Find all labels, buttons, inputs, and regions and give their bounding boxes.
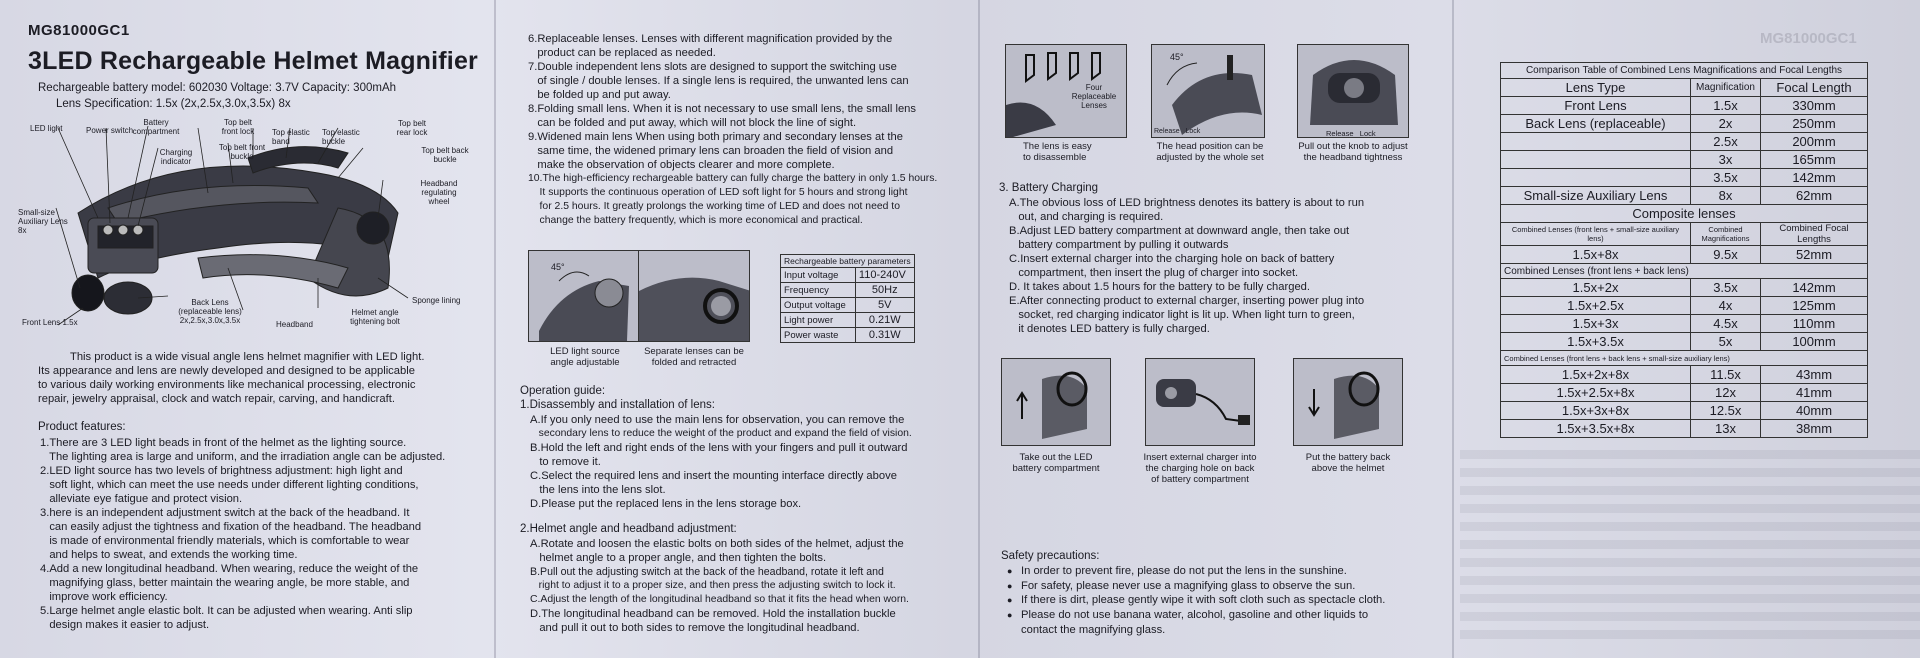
focal-length: 62mm — [1761, 187, 1868, 205]
table-row — [1501, 97, 1868, 115]
features-heading: Product features: — [38, 421, 126, 433]
feature-line: make the observation of objects clearer and more complete. — [528, 159, 835, 171]
group-heading: Combined Lenses (front lens + back lens + small-size auxiliary lens) — [1501, 351, 1868, 366]
table-row — [1501, 169, 1868, 187]
param-value: 50Hz — [855, 283, 914, 298]
magnification-comparison-table — [1500, 62, 1868, 438]
param-value: 0.31W — [855, 328, 914, 343]
lens-combination: 1.5x+3x+8x — [1501, 402, 1691, 420]
feature-line: is made of environmental friendly materials, which is comfortable to wear — [40, 535, 410, 547]
focal-length: 52mm — [1761, 246, 1868, 264]
magnification: 11.5x — [1691, 366, 1761, 384]
label-led-light: LED light — [30, 124, 63, 133]
table-row — [1501, 187, 1868, 205]
release-lock-label: Release Lock — [1326, 129, 1376, 138]
head-angle-illustration — [1152, 45, 1265, 138]
release-lock-label: Release Lock — [1154, 128, 1201, 135]
lens-type: Back Lens (replaceable) — [1501, 115, 1691, 133]
focal-length: 142mm — [1761, 169, 1868, 187]
magnification: 1.5x — [1691, 97, 1761, 115]
step-line: and pull it out to both sides to remove the longitudinal headband. — [530, 622, 860, 634]
fold-line — [494, 0, 496, 658]
charging-heading: 3. Battery Charging — [999, 182, 1099, 194]
column-header: Lens Type — [1501, 79, 1691, 97]
safety-continuation: contact the magnifying glass. — [1021, 624, 1166, 636]
step-line: helmet angle to a proper angle, and then tighten the bolts. — [530, 552, 827, 564]
param-value: 5V — [855, 298, 914, 313]
label-charging-indicator: Charging indicator — [159, 148, 193, 166]
panel-features-operation — [500, 0, 970, 658]
label-helmet-angle-bolt: Helmet angle tightening bolt — [350, 308, 400, 326]
feature-line: 10.The high-efficiency rechargeable battery can fully charge the battery in only 1.5 hours. — [528, 173, 938, 184]
list-item: ● If there is dirt, please gently wipe it with soft cloth such as spectacle cloth. — [1007, 593, 1443, 608]
feature-line: 7.Double independent lens slots are designed to support the switching use — [528, 61, 897, 73]
intro-line: Its appearance and lens are newly developed and designed to be applicable — [38, 365, 415, 377]
feature-line: be folded up and put away. — [528, 89, 671, 101]
table-row — [781, 268, 915, 283]
figure-folding-lens — [638, 250, 750, 342]
figure-caption: LED light source angle adjustable — [550, 346, 620, 368]
label-top-elastic-buckle: Top elastic buckle — [322, 128, 360, 146]
features-list — [40, 436, 490, 632]
table-row — [1501, 279, 1868, 297]
bleed-through-text — [1460, 450, 1920, 640]
figure-put-battery-back — [1293, 358, 1403, 446]
feature-line: can easily adjust the tightness and fixation of the headband. The headband — [40, 521, 422, 533]
operation-steps-2 — [530, 537, 970, 635]
operation-section-1: 1.Disassembly and installation of lens: — [520, 399, 715, 411]
figure-caption: The lens is easy to disassemble — [1023, 141, 1092, 163]
focal-length: 165mm — [1761, 151, 1868, 169]
lens-combination: 1.5x+3.5x — [1501, 333, 1691, 351]
focal-length: 250mm — [1761, 115, 1868, 133]
intro-line: to various daily working environments like mechanical processing, electronic — [38, 379, 416, 391]
feature-line: same time, the widened primary lens can broaden the field of vision and — [528, 145, 894, 157]
feature-line: 3.here is an independent adjustment switch at the back of the headband. It — [40, 507, 410, 519]
label-small-aux-lens: Small-size Auxiliary Lens 8x — [18, 208, 68, 235]
param-name: Frequency — [781, 283, 856, 298]
composite-heading: Composite lenses — [1501, 205, 1868, 223]
fold-line — [978, 0, 980, 658]
list-item: ● In order to prevent fire, please do not put the lens in the sunshine. — [1007, 564, 1443, 579]
battery-table-caption: Rechargeable battery parameters — [781, 255, 915, 268]
feature-line: The lighting area is large and uniform, and the irradiation angle can be adjusted. — [40, 451, 446, 463]
lenses-label: Four Replaceable Lenses — [1071, 83, 1117, 110]
focal-length: 40mm — [1761, 402, 1868, 420]
safety-heading: Safety precautions: — [1001, 550, 1100, 562]
feature-line: and helps to sweat, and extends the working time. — [40, 549, 298, 561]
figure-led-angle — [528, 250, 642, 342]
focal-length: 43mm — [1761, 366, 1868, 384]
lens-combination: 1.5x+8x — [1501, 246, 1691, 264]
magnification: 3x — [1691, 151, 1761, 169]
step-line: B.Hold the left and right ends of the lens with your fingers and pull it outward — [530, 442, 908, 454]
step-line: C.Insert external charger into the charging hole on back of battery — [1009, 253, 1335, 265]
focal-length: 142mm — [1761, 279, 1868, 297]
intro-line: repair, jewelry appraisal, clock and watch repair, carving, and handicraft. — [38, 393, 395, 405]
magnification: 12.5x — [1691, 402, 1761, 420]
table-subheader-row — [1501, 223, 1868, 246]
step-line: D.Please put the replaced lens in the lens storage box. — [530, 498, 802, 510]
figure-insert-charger — [1145, 358, 1255, 446]
step-line: compartment, then insert the plug of charger into socket. — [1009, 267, 1299, 279]
feature-line: 5.Large helmet angle elastic bolt. It can be adjusted when wearing. Anti slip — [40, 605, 413, 617]
lens-combination: 1.5x+2.5x — [1501, 297, 1691, 315]
magnification: 4.5x — [1691, 315, 1761, 333]
table-row — [781, 328, 915, 343]
focal-length: 41mm — [1761, 384, 1868, 402]
spec-lens: Lens Specification: 1.5x (2x,2.5x,3.0x,3.5x) 8x — [56, 98, 291, 110]
ghost-model-number: MG81000GC1 — [1760, 30, 1857, 47]
step-line: A.Rotate and loosen the elastic bolts on both sides of the helmet, adjust the — [530, 538, 904, 550]
magnification: 2x — [1691, 115, 1761, 133]
magnification: 9.5x — [1691, 246, 1761, 264]
feature-line: for 2.5 hours. It greatly prolongs the working time of LED and does not need to — [528, 201, 900, 212]
step-line: right to adjust it to a proper size, and then press the adjusting switch to lock it. — [530, 580, 896, 591]
step-line: B.Adjust LED battery compartment at downward angle, then take out — [1009, 225, 1350, 237]
focal-length: 100mm — [1761, 333, 1868, 351]
column-header: Combined Lenses (front lens + small-size auxiliary lens) — [1501, 223, 1691, 246]
fold-line — [1452, 0, 1454, 658]
feature-line: alleviate eye fatigue and protect vision. — [40, 493, 243, 505]
feature-line: product can be replaced as needed. — [528, 47, 716, 59]
column-header: Combined Focal Lengths — [1761, 223, 1868, 246]
lens-combination: 1.5x+2x — [1501, 279, 1691, 297]
step-line: D.The longitudinal headband can be removed. Hold the installation buckle — [530, 608, 896, 620]
focal-length: 110mm — [1761, 315, 1868, 333]
folding-lens-illustration — [639, 251, 750, 342]
table-row — [781, 298, 915, 313]
figure-caption: Separate lenses can be folded and retracted — [644, 346, 744, 368]
focal-length: 38mm — [1761, 420, 1868, 438]
operation-heading: Operation guide: — [520, 385, 606, 397]
label-top-belt-rear-lock: Top belt rear lock — [396, 119, 428, 137]
table-row — [1501, 402, 1868, 420]
column-header: Magnification — [1691, 79, 1761, 97]
feature-line: 4.Add a new longitudinal headband. When wearing, reduce the weight of the — [40, 563, 419, 575]
lens-combination: 1.5x+2.5x+8x — [1501, 384, 1691, 402]
panel-intro — [0, 0, 490, 658]
charger-illustration — [1146, 359, 1255, 446]
figure-knob — [1297, 44, 1409, 138]
step-line: B.Pull out the adjusting switch at the back of the headband, rotate it left and — [530, 566, 884, 578]
lens-combination: 1.5x+3x — [1501, 315, 1691, 333]
magnification: 3.5x — [1691, 279, 1761, 297]
step-line: A.If you only need to use the main lens for observation, you can remove the — [530, 414, 905, 426]
intro-line: This product is a wide visual angle lens helmet magnifier with LED light. — [70, 351, 425, 363]
feature-line: 8.Folding small lens. When it is not necessary to use small lens, the small lens — [528, 103, 917, 115]
list-item: ● For safety, please never use a magnifying glass to observe the sun. — [1007, 579, 1443, 594]
step-line: the lens into the lens slot. — [530, 484, 666, 496]
magnification: 13x — [1691, 420, 1761, 438]
table-section-row — [1501, 264, 1868, 279]
step-line: out, and charging is required. — [1009, 211, 1164, 223]
charging-steps — [1009, 196, 1445, 336]
spec-battery: Rechargeable battery model: 602030 Voltage: 3.7V Capacity: 300mAh — [38, 82, 397, 94]
feature-line: 9.Widened main lens When using both primary and secondary lenses at the — [528, 131, 903, 143]
label-back-lens: Back Lens (replaceable lens) 2x,2.5x,3.0x,3.5x — [178, 298, 242, 325]
figure-head-angle — [1151, 44, 1265, 138]
operation-section-2: 2.Helmet angle and headband adjustment: — [520, 523, 737, 535]
feature-line: soft light, which can meet the use needs under different lighting conditions, — [40, 479, 419, 491]
table-row — [781, 313, 915, 328]
label-sponge-lining: Sponge lining — [412, 296, 461, 305]
label-headband: Headband — [276, 320, 313, 329]
lens-combination: 1.5x+3.5x+8x — [1501, 420, 1691, 438]
lens-type — [1501, 151, 1691, 169]
step-line: it denotes LED battery is fully charged. — [1009, 323, 1210, 335]
label-top-belt-front-lock: Top belt front lock — [221, 118, 255, 136]
magnification: 5x — [1691, 333, 1761, 351]
step-line: A.The obvious loss of LED brightness denotes its battery is about to run — [1009, 197, 1365, 209]
feature-line: improve work efficiency. — [40, 591, 168, 603]
lens-type — [1501, 169, 1691, 187]
feature-line: 1.There are 3 LED light beads in front of the helmet as the lighting source. — [40, 437, 407, 449]
table-row — [1501, 297, 1868, 315]
figure-caption: The head position can be adjusted by the whole set — [1156, 141, 1264, 163]
table-row — [1501, 246, 1868, 264]
led-angle-illustration — [529, 251, 642, 342]
focal-length: 200mm — [1761, 133, 1868, 151]
table-row — [1501, 384, 1868, 402]
label-power-switch: Power switch — [86, 126, 134, 135]
step-line: secondary lens to reduce the weight of the product and expand the field of vision. — [530, 428, 912, 439]
angle-label: 45° — [1170, 52, 1184, 62]
lens-type — [1501, 133, 1691, 151]
angle-label: 45° — [551, 262, 565, 272]
table-row — [1501, 133, 1868, 151]
battery-parameters-table — [780, 254, 915, 343]
magnification: 2.5x — [1691, 133, 1761, 151]
table-row — [1501, 366, 1868, 384]
figure-caption: Take out the LED battery compartment — [1012, 452, 1100, 474]
panel-charging-safety — [985, 0, 1445, 658]
param-value: 110-240V — [855, 268, 914, 283]
step-line: C.Select the required lens and insert the mounting interface directly above — [530, 470, 897, 482]
focal-length: 330mm — [1761, 97, 1868, 115]
step-line: battery compartment by pulling it outwards — [1009, 239, 1229, 251]
group-heading: Combined Lenses (front lens + back lens) — [1501, 264, 1868, 279]
label-top-belt-back-buckle: Top belt back buckle — [421, 146, 469, 164]
figure-take-out-battery — [1001, 358, 1111, 446]
page-title: 3LED Rechargeable Helmet Magnifier — [28, 47, 478, 75]
table-caption: Comparison Table of Combined Lens Magnifications and Focal Lengths — [1501, 63, 1868, 79]
magnification: 12x — [1691, 384, 1761, 402]
feature-line: magnifying glass, better maintain the wearing angle, be more stable, and — [40, 577, 410, 589]
param-value: 0.21W — [855, 313, 914, 328]
figure-replaceable-lenses — [1005, 44, 1127, 138]
feature-line: of single / double lenses. If a single lens is required, the unwanted lens can — [528, 75, 909, 87]
label-top-elastic-band: Top elastic band — [272, 128, 310, 146]
list-item: ● Please do not use banana water, alcohol, gasoline and other liquids to — [1007, 608, 1443, 623]
step-line: socket, red charging indicator light is lit up. When light turn to green, — [1009, 309, 1355, 321]
figure-caption: Pull out the knob to adjust the headband tightness — [1298, 141, 1408, 163]
safety-list — [1007, 564, 1443, 622]
step-line: C.Adjust the length of the longitudinal headband so that it fits the head when worn. — [530, 594, 909, 605]
label-headband-regulating-wheel: Headband regulating wheel — [420, 179, 458, 206]
label-battery-compartment: Battery compartment — [132, 118, 180, 136]
table-row — [781, 283, 915, 298]
step-line: E.After connecting product to external charger, inserting power plug into — [1009, 295, 1365, 307]
panel-comparison-table — [1460, 0, 1920, 658]
param-name: Input voltage — [781, 268, 856, 283]
table-section-row — [1501, 205, 1868, 223]
table-section-row — [1501, 351, 1868, 366]
table-header-row — [1501, 79, 1868, 97]
magnification: 4x — [1691, 297, 1761, 315]
table-row — [1501, 115, 1868, 133]
knob-illustration — [1298, 45, 1409, 138]
lens-type: Small-size Auxiliary Lens — [1501, 187, 1691, 205]
feature-line: It supports the continuous operation of LED soft light for 5 hours and strong light — [528, 187, 908, 198]
lens-combination: 1.5x+2x+8x — [1501, 366, 1691, 384]
feature-line: 6.Replaceable lenses. Lenses with different magnification provided by the — [528, 33, 893, 45]
table-row — [1501, 420, 1868, 438]
param-name: Output voltage — [781, 298, 856, 313]
figure-caption: Insert external charger into the charging hole on back of battery compartment — [1143, 452, 1257, 485]
step-line: D. It takes about 1.5 hours for the battery to be fully charged. — [1009, 281, 1310, 293]
magnification: 3.5x — [1691, 169, 1761, 187]
column-header: Combined Magnifications — [1691, 223, 1761, 246]
table-row — [1501, 333, 1868, 351]
figure-caption: Put the battery back above the helmet — [1305, 452, 1391, 474]
feature-line: change the battery frequently, which is more economical and practical. — [528, 215, 863, 226]
model-number: MG81000GC1 — [28, 22, 130, 39]
lens-type: Front Lens — [1501, 97, 1691, 115]
magnification: 8x — [1691, 187, 1761, 205]
battery-return-illustration — [1294, 359, 1403, 446]
features-list-continued — [528, 32, 968, 228]
battery-removal-illustration — [1002, 359, 1111, 446]
param-name: Power waste — [781, 328, 856, 343]
step-line: to remove it. — [530, 456, 601, 468]
column-header: Focal Length — [1761, 79, 1868, 97]
focal-length: 125mm — [1761, 297, 1868, 315]
operation-steps-1 — [530, 413, 970, 511]
param-name: Light power — [781, 313, 856, 328]
feature-line: can be folded and put away, which will not block the line of sight. — [528, 117, 857, 129]
feature-line: 2.LED light source has two levels of brightness adjustment: high light and — [40, 465, 403, 477]
label-front-lens: Front Lens 1.5x — [22, 318, 78, 327]
label-top-belt-front-buckle: Top belt front buckle — [218, 143, 266, 161]
feature-line: design makes it easier to adjust. — [40, 619, 210, 631]
table-row — [1501, 315, 1868, 333]
table-row — [1501, 151, 1868, 169]
